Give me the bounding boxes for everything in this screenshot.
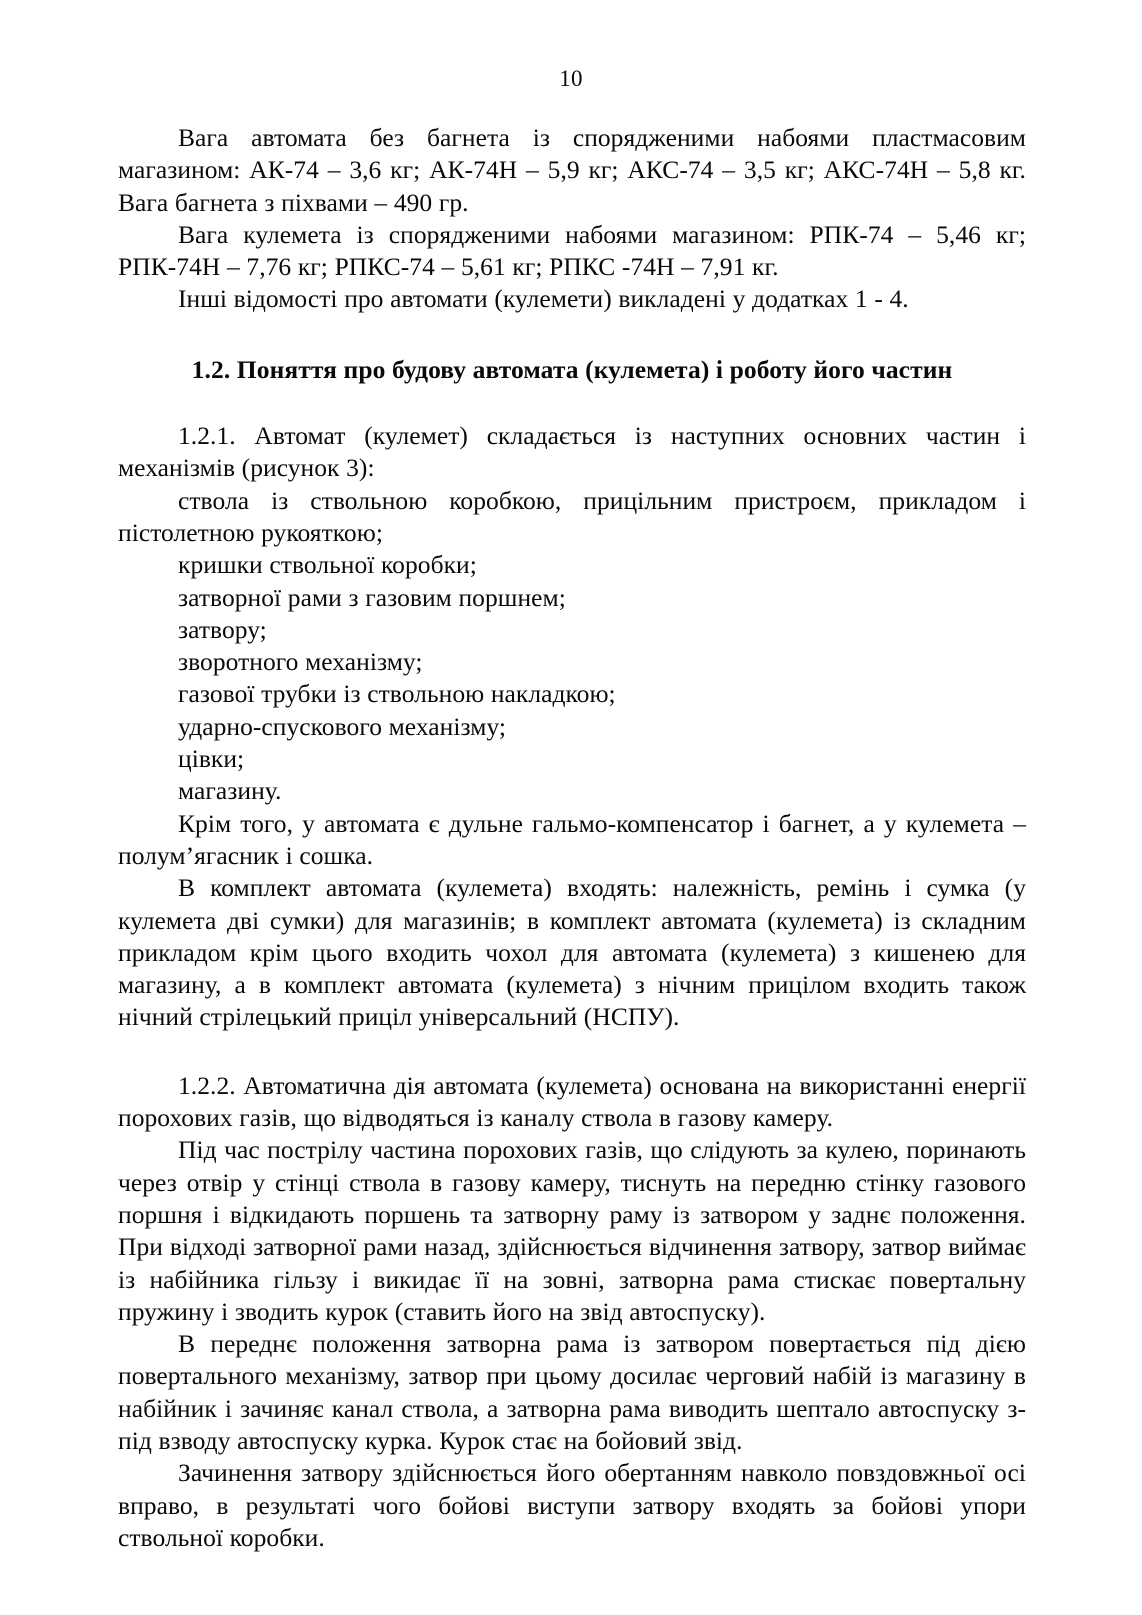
document-body: [118, 122, 1026, 1554]
paragraph-locking: Зачинення затвору здійснюється його обертанням навколо повздовжньої осі вправо, в результаті чого бойові виступи затвору входять за бойові упори ствольної коробки.: [118, 1458, 1026, 1552]
heading-section-1-2: 1.2. Поняття про будову автомата (кулемета) і роботу його частин: [191, 354, 953, 384]
list-item-parts-3: затвору;: [178, 614, 267, 644]
list-item-parts-7: цівки;: [178, 744, 245, 774]
paragraph-other-info: Інші відомості про автомати (кулемети) викладені у додатках 1 - 4.: [178, 284, 909, 314]
list-item-parts-1: кришки ствольної коробки;: [178, 550, 477, 580]
paragraph-shot: Під час пострілу частина порохових газів, що слідують за кулею, поринають через отвір у стінці ствола в газову камеру, тиснуть на передню стінку газового поршня і відкидають поршень та затворну раму із затвором у заднє положення. При відході затворної рами назад, здійснюється відчинення затвору, затвор виймає із набійника гільзу і викидає її на зовні, затворна рама стискає повертальну пружину і зводить курок (ставить його на звід автоспуску).: [118, 1135, 1026, 1326]
paragraph-1-2-2-intro: 1.2.2. Автоматична дія автомата (кулемета) основана на використанні енергії порохових газів, що відводяться із каналу ствола в газову камеру.: [118, 1070, 1026, 1133]
list-item-parts-5: газової трубки із ствольною накладкою;: [178, 679, 616, 709]
paragraph-weight-machinegun: Вага кулемета із спорядженими набоями магазином: РПК-74 – 5,46 кг; РПК-74Н – 7,76 кг; РПКС-74 – 5,61 кг; РПКС -74Н – 7,91 кг.: [118, 219, 1026, 282]
list-item-parts-0: ствола із ствольною коробкою, прицільним пристроєм, прикладом і пістолетною рукояткою;: [118, 485, 1026, 547]
spacer-before-heading: [118, 316, 1026, 354]
list-item-parts-2: затворної рами з газовим поршнем;: [178, 582, 566, 612]
list-item-parts-6: ударно-спускового механізму;: [178, 711, 507, 741]
paragraph-weight-rifle: Вага автомата без багнета із спорядженими набоями пластмасовим магазином: АК-74 – 3,6 кг; АК-74Н – 5,9 кг; АКС-74 – 3,5 кг; АКС-74Н – 5,8 кг. Вага багнета з піхвами – 490 гр.: [118, 123, 1026, 217]
spacer-before-1-2-2: [118, 1034, 1026, 1070]
list-item-parts-4: зворотного механізму;: [178, 647, 423, 677]
page-number: 10: [559, 66, 583, 91]
paragraph-extras: Крім того, у автомата є дульне гальмо-компенсатор і багнет, а у кулемета – полум’ягасник і сошка.: [118, 808, 1026, 870]
list-item-parts-8: магазину.: [178, 776, 282, 806]
spacer-after-heading: [118, 386, 1026, 420]
paragraph-kit: В комплект автомата (кулемета) входять: належність, ремінь і сумка (у кулемета дві сумки) для магазинів; в комплект автомата (кулемета) із складним прикладом крім цього входить чохол для автомата (кулемета) з кишенею для магазину, а в комплект автомата (кулемета) з нічним прицілом входить також нічний стрілецький приціл універсальний (НСПУ).: [118, 873, 1026, 1032]
paragraph-forward: В переднє положення затворна рама із затвором повертається під дією повертального механізму, затвор при цьому досилає черговий набій із магазину в набійник і зачиняє канал ствола, а затворна рама виводить шептало автоспуску з-під взводу автоспуску курка. Курок стає на бойовий звід.: [118, 1329, 1026, 1455]
paragraph-1-2-1-intro: 1.2.1. Автомат (кулемет) складається із наступних основних частин і механізмів (рисунок 3):: [118, 421, 1026, 483]
